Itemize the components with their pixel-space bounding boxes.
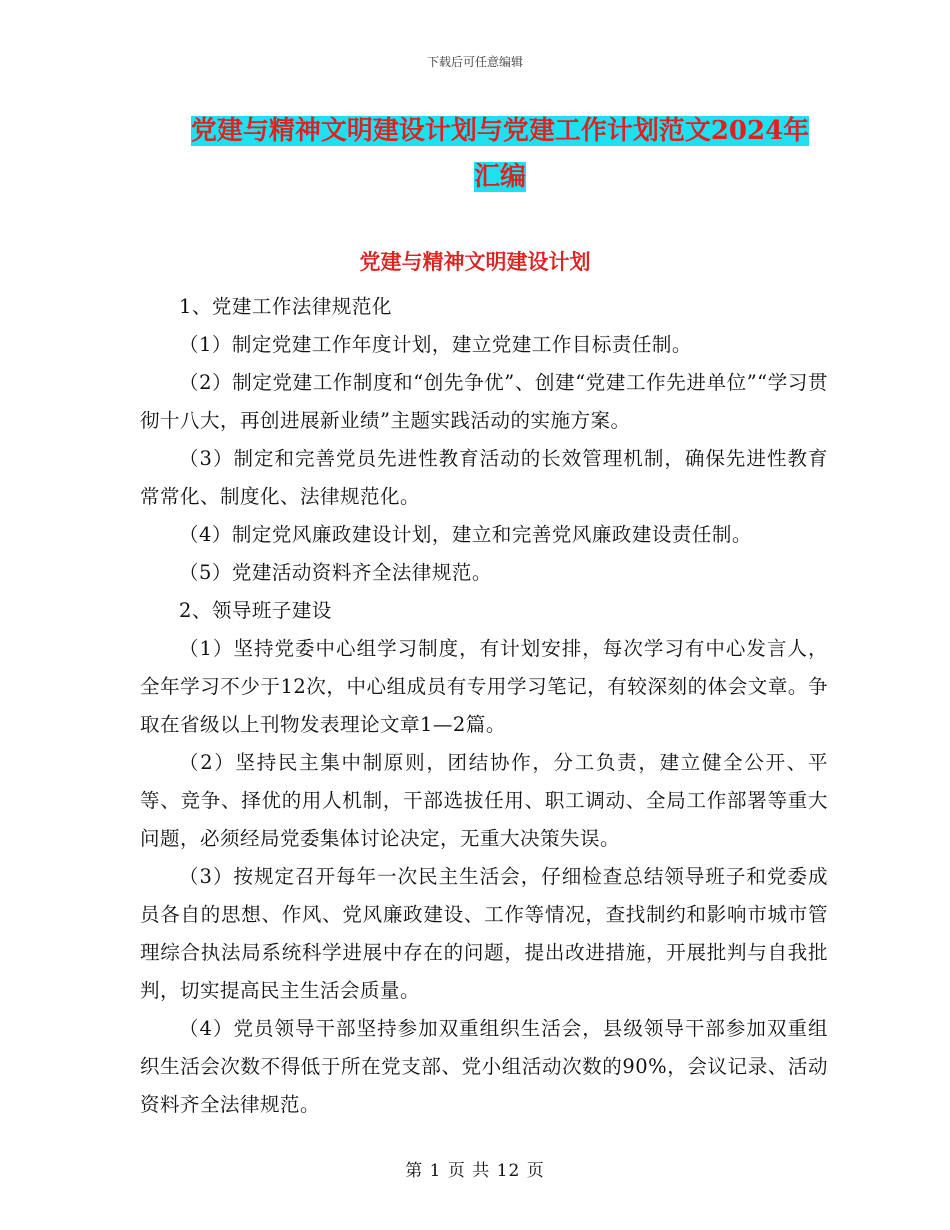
body-paragraph: （2）坚持民主集中制原则，团结协作，分工负责，建立健全公开、平等、竞争、择优的用人机制，干部选拔任用、职工调动、全局工作部署等重大问题，必须经局党委集体讨论决定，无重大决策失误。 (140, 751, 828, 850)
document-body (140, 288, 828, 1124)
page-header-note: 下载后可任意编辑 (426, 55, 523, 69)
document-title-line-1: 党建与精神文明建设计划与党建工作计划范文2024年 (190, 116, 810, 146)
page-number-footer: 第 1 页 共 12 页 (405, 1161, 545, 1181)
body-paragraph: （3）按规定召开每年一次民主生活会，仔细检查总结领导班子和党委成员各自的思想、作风、党风廉政建设、工作等情况，查找制约和影响市城市管理综合执法局系统科学进展中存在的问题，提出改进措施，开展批判与自我批判，切实提高民主生活会质量。 (140, 865, 828, 1002)
body-paragraph: （5）党建活动资料齐全法律规范。 (179, 561, 492, 584)
section-title: 党建与精神文明建设计划 (359, 249, 591, 274)
body-paragraph: （4）制定党风廉政建设计划，建立和完善党风廉政建设责任制。 (179, 523, 752, 546)
document-title (140, 108, 860, 200)
body-paragraph: （1）制定党建工作年度计划，建立党建工作目标责任制。 (179, 333, 692, 356)
document-title-line-2: 汇编 (473, 162, 526, 192)
body-paragraph: （3）制定和完善党员先进性教育活动的长效管理机制，确保先进性教育常常化、制度化、法律规范化。 (140, 447, 828, 508)
body-paragraph: （4）党员领导干部坚持参加双重组织生活会，县级领导干部参加双重组织生活会次数不得低于所在党支部、党小组活动次数的90%，会议记录、活动资料齐全法律规范。 (140, 1017, 828, 1116)
body-paragraph: （2）制定党建工作制度和“创先争优”、创建“党建工作先进单位”“学习贯彻十八大，再创进展新业绩”主题实践活动的实施方案。 (140, 371, 828, 432)
body-paragraph: 2、领导班子建设 (179, 599, 332, 622)
body-paragraph: （1）坚持党委中心组学习制度，有计划安排，每次学习有中心发言人，全年学习不少于12次，中心组成员有专用学习笔记，有较深刻的体会文章。争取在省级以上刊物发表理论文章1—2篇。 (140, 637, 828, 736)
body-paragraph: 1、党建工作法律规范化 (179, 295, 392, 318)
